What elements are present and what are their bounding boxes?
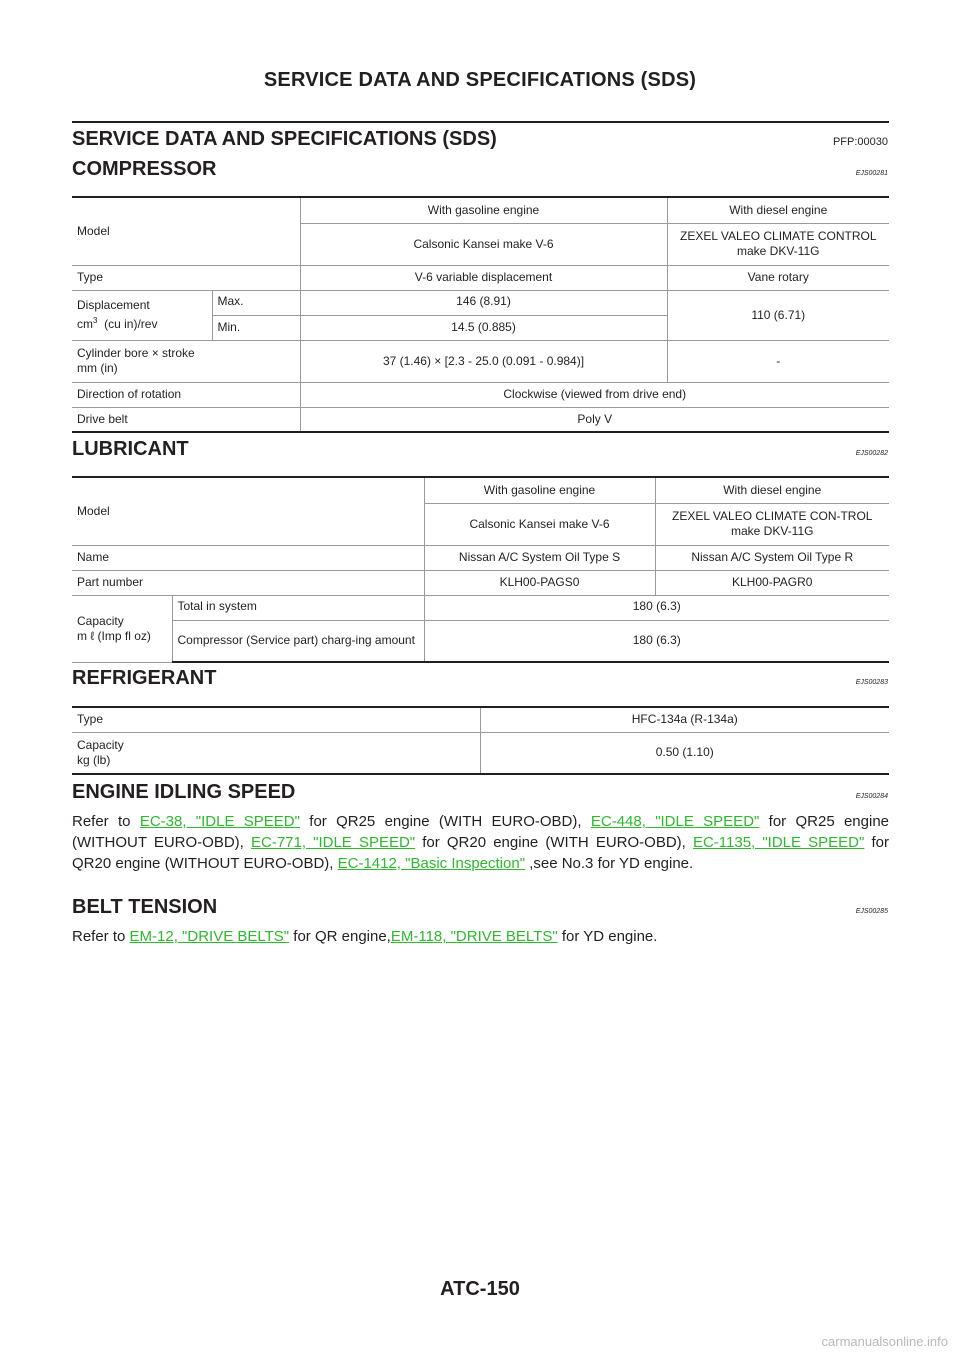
link-em-118[interactable]: EM-118, "DRIVE BELTS"	[390, 928, 558, 945]
type-gas: V-6 variable displacement	[300, 265, 667, 290]
idling-heading: ENGINE IDLING SPEED	[72, 781, 296, 803]
ref-capacity-label: Capacity kg (lb)	[72, 732, 480, 774]
lub-make-gas: Calsonic Kansei make V-6	[424, 503, 655, 545]
displacement-diesel: 110 (6.71)	[667, 290, 889, 340]
link-em-12[interactable]: EM-12, "DRIVE BELTS"	[129, 928, 290, 945]
page-footer: ATC-150	[440, 1278, 520, 1300]
ref-capacity-value: 0.50 (1.10)	[480, 732, 889, 774]
name-label: Name	[72, 545, 424, 570]
link-ec-448[interactable]: EC-448, "IDLE SPEED"	[590, 813, 760, 830]
part-number-diesel: KLH00-PAGR0	[655, 570, 889, 595]
part-number-gas: KLH00-PAGS0	[424, 570, 655, 595]
make-diesel: ZEXEL VALEO CLIMATE CONTROL make DKV-11G	[667, 223, 889, 265]
lub-make-diesel: ZEXEL VALEO CLIMATE CON-TROL make DKV-11G	[655, 503, 889, 545]
make-gas: Calsonic Kansei make V-6	[300, 223, 667, 265]
compressor-table	[72, 196, 889, 433]
idling-code: EJS00284	[855, 793, 888, 800]
lubricant-table	[72, 476, 889, 663]
bore-diesel: -	[667, 340, 889, 382]
ref-type-label: Type	[72, 707, 480, 732]
drive-belt-value: Poly V	[300, 407, 889, 432]
rotation-label: Direction of rotation	[72, 382, 300, 407]
bore-gas: 37 (1.46) × [2.3 - 25.0 (0.091 - 0.984)]	[300, 340, 667, 382]
compressor-code: EJS00281	[855, 170, 888, 177]
displacement-label: Displacement $cm^3$ (cu in)/rev	[72, 290, 212, 340]
idling-paragraph: Refer to EC-38, "IDLE SPEED" for QR25 engine (WITH EURO-OBD), EC-448, "IDLE SPEED" for QR25 engine (WITHOUT EURO-OBD), EC-771, "IDLE SPEED" for QR20 engine (WITH EURO-OBD), EC-1135, "IDLE SPEED" for QR20 engine (WITHOUT EURO-OBD), EC-1412, "Basic Inspection" ,see No.3 for YD engine.	[72, 813, 890, 872]
name-diesel: Nissan A/C System Oil Type R	[655, 545, 889, 570]
bore-label: Cylinder bore × stroke mm (in)	[72, 340, 300, 382]
type-label: Type	[72, 265, 300, 290]
link-ec-1135[interactable]: EC-1135, "IDLE SPEED"	[692, 834, 865, 851]
belt-paragraph: Refer to EM-12, "DRIVE BELTS" for QR engine,EM-118, "DRIVE BELTS" for YD engine.	[72, 928, 658, 945]
total-system-label: Total in system	[172, 595, 424, 620]
lub-diesel-col-header: With diesel engine	[655, 477, 889, 503]
compressor-charge-label: Compressor (Service part) charg-ing amount	[172, 620, 424, 662]
lubricant-heading: LUBRICANT	[72, 438, 189, 460]
page-header: SERVICE DATA AND SPECIFICATIONS (SDS)	[263, 69, 697, 91]
belt-code: EJS00285	[855, 908, 888, 915]
pfp-code: PFP:00030	[832, 136, 888, 148]
lub-model-label: Model	[72, 477, 424, 545]
page-title: SERVICE DATA AND SPECIFICATIONS (SDS)	[72, 128, 497, 150]
watermark: carmanualsonline.info	[821, 1334, 948, 1349]
model-label: Model	[72, 197, 300, 265]
diesel-col-header: With diesel engine	[667, 197, 889, 223]
max-value: 146 (8.91)	[300, 290, 667, 315]
min-label: Min.	[212, 315, 300, 340]
part-number-label: Part number	[72, 570, 424, 595]
capacity-label: Capacity m ℓ (Imp fl oz)	[72, 595, 172, 662]
min-value: 14.5 (0.885)	[300, 315, 667, 340]
refrigerant-table	[72, 706, 889, 775]
link-ec-771[interactable]: EC-771, "IDLE SPEED"	[250, 834, 416, 851]
lubricant-code: EJS00282	[855, 450, 888, 457]
type-diesel: Vane rotary	[667, 265, 889, 290]
lub-gas-col-header: With gasoline engine	[424, 477, 655, 503]
compressor-charge-value: 180 (6.3)	[424, 620, 889, 662]
total-system-value: 180 (6.3)	[424, 595, 889, 620]
gas-col-header: With gasoline engine	[300, 197, 667, 223]
ref-type-value: HFC-134a (R-134a)	[480, 707, 889, 732]
link-ec-1412[interactable]: EC-1412, "Basic Inspection"	[337, 855, 526, 872]
name-gas: Nissan A/C System Oil Type S	[424, 545, 655, 570]
rotation-value: Clockwise (viewed from drive end)	[300, 382, 889, 407]
link-ec-38[interactable]: EC-38, "IDLE SPEED"	[139, 813, 300, 830]
compressor-heading: COMPRESSOR	[72, 158, 217, 180]
refrigerant-code: EJS00283	[855, 679, 888, 686]
max-label: Max.	[212, 290, 300, 315]
title-rule	[72, 121, 889, 123]
belt-heading: BELT TENSION	[72, 896, 218, 918]
drive-belt-label: Drive belt	[72, 407, 300, 432]
refrigerant-heading: REFRIGERANT	[72, 667, 217, 689]
